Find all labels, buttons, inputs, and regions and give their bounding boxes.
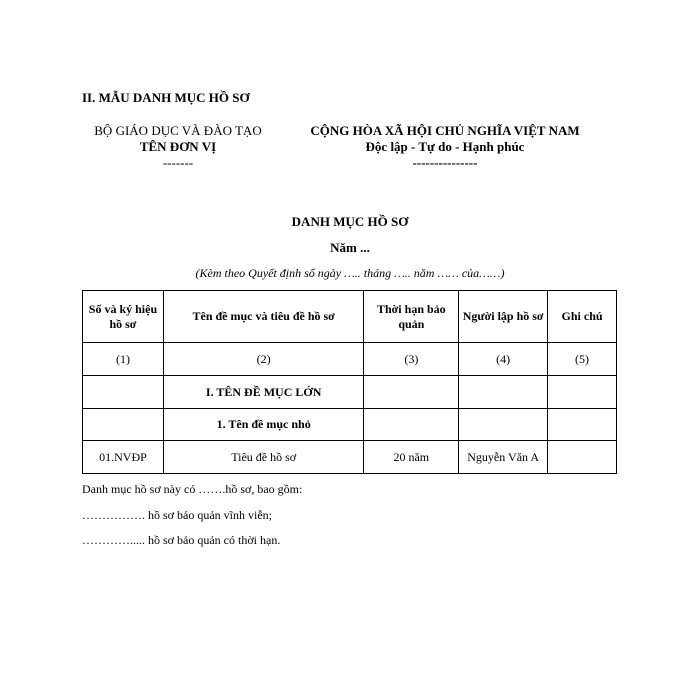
table-cell [459, 409, 548, 441]
document-year: Năm ... [330, 240, 370, 255]
table-cell [364, 376, 459, 409]
table-header-row [83, 291, 617, 343]
table-cell [83, 376, 164, 409]
document-title: DANH MỤC HỒ SƠ [291, 214, 409, 229]
table-cell [548, 376, 617, 409]
table-cell [83, 409, 164, 441]
footer-limited: …………..... hồ sơ bảo quản có thời hạn. [82, 533, 281, 547]
major-section-row [83, 376, 617, 409]
minor-section-row [83, 409, 617, 441]
column-number: (1) [83, 343, 164, 376]
footer-summary: Danh mục hồ sơ này có …….hồ sơ, bao gồm: [82, 482, 303, 496]
table-cell [459, 376, 548, 409]
minor-section-title: 1. Tên đề mục nhỏ [163, 409, 364, 441]
table-cell [364, 409, 459, 441]
column-number: (4) [459, 343, 548, 376]
header-code: Số và ký hiệu hồ sơ [83, 291, 164, 343]
header-note: Ghi chú [548, 291, 617, 343]
table-row [83, 441, 617, 474]
organization-block [80, 123, 276, 171]
national-header [295, 123, 595, 171]
header-title: Tên đề mục và tiêu đề hồ sơ [163, 291, 364, 343]
org-separator: ------- [162, 155, 194, 170]
nation-motto: Độc lập - Tự do - Hạnh phúc [365, 139, 525, 154]
column-number: (5) [548, 343, 617, 376]
header-creator: Người lập hồ sơ [459, 291, 548, 343]
row-code: 01.NVĐP [83, 441, 164, 474]
header-retention: Thời hạn bảo quản [364, 291, 459, 343]
footer-permanent: ……………. hồ sơ bảo quản vĩnh viễn; [82, 508, 272, 522]
table-cell [548, 409, 617, 441]
unit-name: TÊN ĐƠN VỊ [139, 139, 217, 154]
row-creator: Nguyễn Văn A [459, 441, 548, 474]
section-title: II. MẪU DANH MỤC HỒ SƠ [82, 90, 250, 105]
nation-separator: --------------- [412, 155, 478, 170]
column-number-row [83, 343, 617, 376]
nation-name: CỘNG HÒA XÃ HỘI CHỦ NGHĨA VIỆT NAM [310, 123, 580, 138]
attachment-note: (Kèm theo Quyết định số ngày ….. tháng ….. năm …… của……) [195, 266, 505, 280]
major-section-title: I. TÊN ĐỀ MỤC LỚN [163, 376, 364, 409]
column-number: (2) [163, 343, 364, 376]
ministry-name: BỘ GIÁO DỤC VÀ ĐÀO TẠO [94, 123, 262, 138]
column-number: (3) [364, 343, 459, 376]
catalog-table [82, 290, 617, 474]
row-note [548, 441, 617, 474]
row-title: Tiêu đề hồ sơ [163, 441, 364, 474]
row-retention: 20 năm [364, 441, 459, 474]
